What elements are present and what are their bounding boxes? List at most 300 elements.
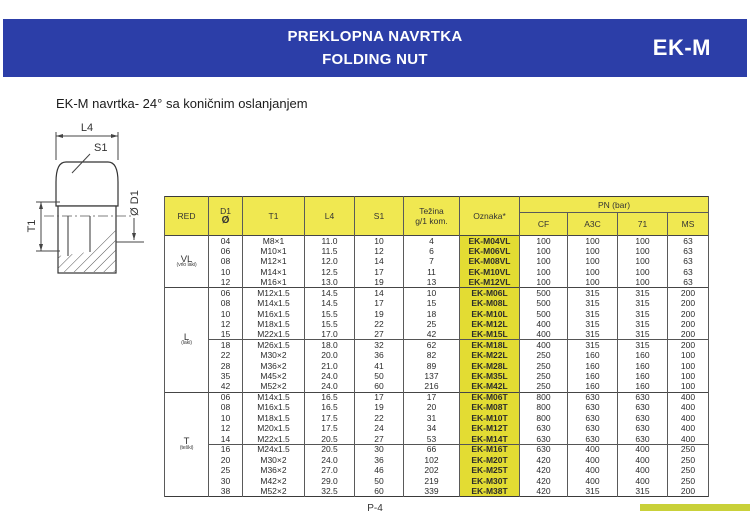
header-d1 — [209, 197, 243, 236]
header-a3c: A3C — [568, 213, 618, 236]
header-weight-line2: g/1 kom. — [415, 216, 448, 226]
header-red: RED — [165, 197, 209, 236]
d1-cell: 10 — [209, 413, 243, 423]
l4-cell: 27.0 — [305, 465, 355, 475]
t1-cell: M22x1.5 — [243, 329, 305, 339]
t1-cell: M36×2 — [243, 361, 305, 371]
pn-a3c-cell: 630 — [568, 403, 618, 413]
table-row — [165, 413, 709, 423]
pn-cf-cell: 420 — [520, 465, 568, 475]
d1-cell: 06 — [209, 246, 243, 256]
table-row — [165, 444, 709, 454]
weight-cell: 66 — [404, 444, 460, 454]
series-label-cell: L (laki) — [165, 288, 209, 392]
pn-a3c-cell: 160 — [568, 350, 618, 360]
header-pn-bar: PN (bar) — [520, 197, 709, 213]
pn-a3c-cell: 160 — [568, 382, 618, 392]
table-row — [165, 319, 709, 329]
table-row — [165, 277, 709, 287]
pn-a3c-cell: 315 — [568, 340, 618, 350]
pn-ms-cell: 250 — [668, 444, 709, 454]
table-row — [165, 298, 709, 308]
title-english: FOLDING NUT — [322, 51, 428, 68]
t1-cell: M52×2 — [243, 382, 305, 392]
pn-71-cell: 160 — [618, 350, 668, 360]
d1-cell: 35 — [209, 371, 243, 381]
s1-cell: 12 — [355, 246, 404, 256]
pn-71-cell: 400 — [618, 455, 668, 465]
weight-cell: 89 — [404, 361, 460, 371]
pn-ms-cell: 63 — [668, 277, 709, 287]
pn-71-cell: 160 — [618, 382, 668, 392]
weight-cell: 202 — [404, 465, 460, 475]
weight-cell: 17 — [404, 392, 460, 402]
code-cell: EK-M06VL — [460, 246, 520, 256]
table-row — [165, 382, 709, 392]
title-block — [3, 25, 747, 71]
pn-ms-cell: 63 — [668, 256, 709, 266]
header-weight-line1: Težina — [419, 206, 444, 216]
code-cell: EK-M20T — [460, 455, 520, 465]
l4-cell: 17.5 — [305, 423, 355, 433]
pn-a3c-cell: 160 — [568, 371, 618, 381]
pn-ms-cell: 250 — [668, 476, 709, 486]
weight-cell: 82 — [404, 350, 460, 360]
table-body — [165, 236, 709, 497]
weight-cell: 216 — [404, 382, 460, 392]
weight-cell: 102 — [404, 455, 460, 465]
t1-cell: M24x1.5 — [243, 444, 305, 454]
header-weight — [404, 197, 460, 236]
pn-cf-cell: 400 — [520, 329, 568, 339]
table-row — [165, 434, 709, 444]
pn-ms-cell: 63 — [668, 246, 709, 256]
pn-71-cell: 100 — [618, 236, 668, 246]
code-cell: EK-M08VL — [460, 256, 520, 266]
header-oznaka: Oznaka* — [460, 197, 520, 236]
weight-cell: 11 — [404, 267, 460, 277]
code-cell: EK-M22L — [460, 350, 520, 360]
table-row — [165, 486, 709, 496]
s1-cell: 60 — [355, 486, 404, 496]
weight-cell: 13 — [404, 277, 460, 287]
s1-cell: 32 — [355, 340, 404, 350]
s1-cell: 14 — [355, 288, 404, 298]
pn-a3c-cell: 400 — [568, 465, 618, 475]
weight-cell: 34 — [404, 423, 460, 433]
t1-cell: M12x1.5 — [243, 288, 305, 298]
table-row — [165, 423, 709, 433]
dim-label-l4: L4 — [80, 122, 94, 134]
s1-cell: 24 — [355, 423, 404, 433]
pn-a3c-cell: 315 — [568, 319, 618, 329]
s1-cell: 30 — [355, 444, 404, 454]
dim-label-s1: S1 — [94, 142, 108, 154]
s1-cell: 19 — [355, 277, 404, 287]
product-series-code: EK-M — [652, 35, 711, 60]
d1-cell: 28 — [209, 361, 243, 371]
pn-71-cell: 315 — [618, 298, 668, 308]
s1-cell: 60 — [355, 382, 404, 392]
pn-cf-cell: 630 — [520, 423, 568, 433]
t1-cell: M14x1.5 — [243, 298, 305, 308]
table-row — [165, 392, 709, 402]
next-page-edge — [640, 504, 750, 511]
weight-cell: 53 — [404, 434, 460, 444]
l4-cell: 15.5 — [305, 319, 355, 329]
s1-cell: 27 — [355, 434, 404, 444]
code-cell: EK-M08T — [460, 403, 520, 413]
pn-cf-cell: 400 — [520, 340, 568, 350]
l4-cell: 24.0 — [305, 455, 355, 465]
dimension-table — [164, 196, 709, 497]
table-header — [165, 197, 709, 236]
s1-cell: 27 — [355, 329, 404, 339]
pn-71-cell: 100 — [618, 246, 668, 256]
code-cell: EK-M04VL — [460, 236, 520, 246]
pn-71-cell: 160 — [618, 371, 668, 381]
t1-cell: M16×1 — [243, 277, 305, 287]
series-label-cell: VL (vrlo laki) — [165, 236, 209, 288]
t1-cell: M36×2 — [243, 465, 305, 475]
code-cell: EK-M08L — [460, 298, 520, 308]
pn-ms-cell: 400 — [668, 413, 709, 423]
d1-cell: 12 — [209, 277, 243, 287]
l4-cell: 14.5 — [305, 298, 355, 308]
pn-ms-cell: 200 — [668, 329, 709, 339]
pn-ms-cell: 100 — [668, 371, 709, 381]
table-row — [165, 236, 709, 246]
s1-cell: 50 — [355, 371, 404, 381]
d1-cell: 30 — [209, 476, 243, 486]
t1-cell: M45×2 — [243, 371, 305, 381]
code-cell: EK-M42L — [460, 382, 520, 392]
pn-71-cell: 315 — [618, 486, 668, 496]
pn-71-cell: 630 — [618, 423, 668, 433]
d1-cell: 12 — [209, 319, 243, 329]
weight-cell: 62 — [404, 340, 460, 350]
d1-cell: 15 — [209, 329, 243, 339]
weight-cell: 18 — [404, 309, 460, 319]
s1-cell: 50 — [355, 476, 404, 486]
weight-cell: 7 — [404, 256, 460, 266]
pn-cf-cell: 250 — [520, 371, 568, 381]
t1-cell: M30×2 — [243, 350, 305, 360]
s1-cell: 46 — [355, 465, 404, 475]
d1-cell: 16 — [209, 444, 243, 454]
d1-cell: 04 — [209, 236, 243, 246]
code-cell: EK-M18L — [460, 340, 520, 350]
l4-cell: 20.5 — [305, 444, 355, 454]
pn-cf-cell: 420 — [520, 476, 568, 486]
d1-cell: 14 — [209, 434, 243, 444]
d1-cell: 38 — [209, 486, 243, 496]
weight-cell: 137 — [404, 371, 460, 381]
code-cell: EK-M15L — [460, 329, 520, 339]
code-cell: EK-M10T — [460, 413, 520, 423]
pn-cf-cell: 250 — [520, 382, 568, 392]
pn-cf-cell: 800 — [520, 413, 568, 423]
weight-cell: 6 — [404, 246, 460, 256]
pn-ms-cell: 100 — [668, 382, 709, 392]
pn-cf-cell: 100 — [520, 246, 568, 256]
pn-a3c-cell: 100 — [568, 256, 618, 266]
pn-ms-cell: 200 — [668, 486, 709, 496]
pn-ms-cell: 400 — [668, 434, 709, 444]
pn-ms-cell: 400 — [668, 423, 709, 433]
t1-cell: M8×1 — [243, 236, 305, 246]
weight-cell: 219 — [404, 476, 460, 486]
weight-cell: 4 — [404, 236, 460, 246]
pn-a3c-cell: 315 — [568, 298, 618, 308]
pn-a3c-cell: 100 — [568, 236, 618, 246]
pn-a3c-cell: 400 — [568, 455, 618, 465]
code-cell: EK-M38T — [460, 486, 520, 496]
code-cell: EK-M12T — [460, 423, 520, 433]
pn-a3c-cell: 100 — [568, 277, 618, 287]
pn-a3c-cell: 315 — [568, 329, 618, 339]
pn-71-cell: 400 — [618, 476, 668, 486]
d1-cell: 10 — [209, 267, 243, 277]
d1-cell: 20 — [209, 455, 243, 465]
code-cell: EK-M06T — [460, 392, 520, 402]
t1-cell: M20x1.5 — [243, 423, 305, 433]
t1-cell: M30×2 — [243, 455, 305, 465]
pn-ms-cell: 63 — [668, 267, 709, 277]
code-cell: EK-M30T — [460, 476, 520, 486]
header-71: 71 — [618, 213, 668, 236]
pn-ms-cell: 200 — [668, 309, 709, 319]
pn-cf-cell: 500 — [520, 298, 568, 308]
pn-ms-cell: 200 — [668, 288, 709, 298]
pn-ms-cell: 250 — [668, 455, 709, 465]
table-row — [165, 476, 709, 486]
pn-cf-cell: 630 — [520, 444, 568, 454]
s1-cell: 22 — [355, 413, 404, 423]
s1-cell: 36 — [355, 455, 404, 465]
s1-cell: 17 — [355, 298, 404, 308]
table-row — [165, 350, 709, 360]
s1-cell: 14 — [355, 256, 404, 266]
pn-ms-cell: 200 — [668, 340, 709, 350]
pn-ms-cell: 100 — [668, 361, 709, 371]
l4-cell: 17.0 — [305, 329, 355, 339]
pn-ms-cell: 200 — [668, 298, 709, 308]
nut-technical-drawing — [10, 118, 162, 298]
pn-71-cell: 630 — [618, 392, 668, 402]
pn-a3c-cell: 400 — [568, 476, 618, 486]
pn-71-cell: 315 — [618, 309, 668, 319]
title-bar — [3, 19, 747, 77]
d1-cell: 18 — [209, 340, 243, 350]
code-cell: EK-M10VL — [460, 267, 520, 277]
pn-cf-cell: 630 — [520, 434, 568, 444]
code-cell: EK-M12VL — [460, 277, 520, 287]
d1-cell: 08 — [209, 298, 243, 308]
series-label-cell: T (teški) — [165, 392, 209, 496]
pn-a3c-cell: 630 — [568, 434, 618, 444]
pn-71-cell: 315 — [618, 319, 668, 329]
table-row — [165, 309, 709, 319]
pn-71-cell: 315 — [618, 288, 668, 298]
header-diameter-symbol: Ø — [221, 215, 230, 226]
pn-cf-cell: 800 — [520, 392, 568, 402]
l4-cell: 20.5 — [305, 434, 355, 444]
l4-cell: 24.0 — [305, 382, 355, 392]
header-s1: S1 — [355, 197, 404, 236]
header-d1-text: D1 — [220, 206, 231, 216]
s1-cell: 22 — [355, 319, 404, 329]
pn-71-cell: 160 — [618, 361, 668, 371]
l4-cell: 16.5 — [305, 392, 355, 402]
s1-cell: 36 — [355, 350, 404, 360]
pn-a3c-cell: 315 — [568, 288, 618, 298]
pn-a3c-cell: 315 — [568, 486, 618, 496]
l4-cell: 18.0 — [305, 340, 355, 350]
s1-cell: 10 — [355, 236, 404, 246]
d1-cell: 25 — [209, 465, 243, 475]
l4-cell: 17.5 — [305, 413, 355, 423]
t1-cell: M16x1.5 — [243, 403, 305, 413]
pn-ms-cell: 63 — [668, 236, 709, 246]
pn-cf-cell: 420 — [520, 455, 568, 465]
pn-a3c-cell: 400 — [568, 444, 618, 454]
pn-a3c-cell: 100 — [568, 246, 618, 256]
pn-71-cell: 630 — [618, 403, 668, 413]
code-cell: EK-M25T — [460, 465, 520, 475]
pn-a3c-cell: 630 — [568, 423, 618, 433]
weight-cell: 10 — [404, 288, 460, 298]
d1-cell: 08 — [209, 256, 243, 266]
table-row — [165, 288, 709, 298]
pn-71-cell: 630 — [618, 434, 668, 444]
t1-cell: M10×1 — [243, 246, 305, 256]
d1-cell: 06 — [209, 288, 243, 298]
d1-cell: 06 — [209, 392, 243, 402]
l4-cell: 12.0 — [305, 256, 355, 266]
l4-cell: 13.0 — [305, 277, 355, 287]
weight-cell: 25 — [404, 319, 460, 329]
pn-a3c-cell: 315 — [568, 309, 618, 319]
t1-cell: M14×1 — [243, 267, 305, 277]
pn-cf-cell: 250 — [520, 350, 568, 360]
table-row — [165, 256, 709, 266]
l4-cell: 16.5 — [305, 403, 355, 413]
header-ms: MS — [668, 213, 709, 236]
l4-cell: 11.5 — [305, 246, 355, 256]
dim-label-d1: Ø D1 — [129, 190, 141, 216]
pn-cf-cell: 800 — [520, 403, 568, 413]
code-cell: EK-M12L — [460, 319, 520, 329]
table-row — [165, 403, 709, 413]
pn-ms-cell: 250 — [668, 465, 709, 475]
weight-cell: 339 — [404, 486, 460, 496]
pn-cf-cell: 400 — [520, 319, 568, 329]
pn-cf-cell: 100 — [520, 236, 568, 246]
l4-cell: 11.0 — [305, 236, 355, 246]
t1-cell: M26x1.5 — [243, 340, 305, 350]
code-cell: EK-M06L — [460, 288, 520, 298]
header-l4: L4 — [305, 197, 355, 236]
pn-cf-cell: 250 — [520, 361, 568, 371]
l4-cell: 20.0 — [305, 350, 355, 360]
pn-cf-cell: 500 — [520, 288, 568, 298]
t1-cell: M52×2 — [243, 486, 305, 496]
code-cell: EK-M35L — [460, 371, 520, 381]
pn-cf-cell: 420 — [520, 486, 568, 496]
code-cell: EK-M10L — [460, 309, 520, 319]
t1-cell: M22x1.5 — [243, 434, 305, 444]
l4-cell: 14.5 — [305, 288, 355, 298]
t1-cell: M18x1.5 — [243, 413, 305, 423]
s1-cell: 17 — [355, 267, 404, 277]
d1-cell: 22 — [209, 350, 243, 360]
pn-cf-cell: 100 — [520, 277, 568, 287]
table-row — [165, 246, 709, 256]
page-subtitle: EK-M navrtka- 24° sa koničnim oslanjanjem — [56, 96, 308, 111]
pn-71-cell: 315 — [618, 329, 668, 339]
pn-a3c-cell: 100 — [568, 267, 618, 277]
table-row — [165, 267, 709, 277]
l4-cell: 32.5 — [305, 486, 355, 496]
pn-71-cell: 100 — [618, 267, 668, 277]
pn-cf-cell: 500 — [520, 309, 568, 319]
d1-cell: 10 — [209, 309, 243, 319]
code-cell: EK-M28L — [460, 361, 520, 371]
code-cell: EK-M14T — [460, 434, 520, 444]
table-row — [165, 465, 709, 475]
table-row — [165, 340, 709, 350]
code-cell: EK-M16T — [460, 444, 520, 454]
t1-cell: M14x1.5 — [243, 392, 305, 402]
header-t1: T1 — [243, 197, 305, 236]
pn-71-cell: 630 — [618, 413, 668, 423]
t1-cell: M42×2 — [243, 476, 305, 486]
pn-a3c-cell: 160 — [568, 361, 618, 371]
l4-cell: 21.0 — [305, 361, 355, 371]
s1-cell: 17 — [355, 392, 404, 402]
d1-cell: 12 — [209, 423, 243, 433]
l4-cell: 15.5 — [305, 309, 355, 319]
weight-cell: 20 — [404, 403, 460, 413]
weight-cell: 42 — [404, 329, 460, 339]
t1-cell: M18x1.5 — [243, 319, 305, 329]
pn-ms-cell: 200 — [668, 319, 709, 329]
pn-71-cell: 100 — [618, 277, 668, 287]
table-row — [165, 371, 709, 381]
t1-cell: M12×1 — [243, 256, 305, 266]
pn-cf-cell: 100 — [520, 267, 568, 277]
weight-cell: 15 — [404, 298, 460, 308]
t1-cell: M16x1.5 — [243, 309, 305, 319]
pn-cf-cell: 100 — [520, 256, 568, 266]
dim-label-t1: T1 — [26, 219, 38, 233]
page-number: P-4 — [367, 503, 383, 514]
pn-71-cell: 400 — [618, 444, 668, 454]
pn-ms-cell: 400 — [668, 403, 709, 413]
pn-71-cell: 315 — [618, 340, 668, 350]
d1-cell: 08 — [209, 403, 243, 413]
l4-cell: 12.5 — [305, 267, 355, 277]
pn-a3c-cell: 630 — [568, 392, 618, 402]
pn-ms-cell: 400 — [668, 392, 709, 402]
header-cf: CF — [520, 213, 568, 236]
pn-71-cell: 100 — [618, 256, 668, 266]
d1-cell: 42 — [209, 382, 243, 392]
pn-71-cell: 400 — [618, 465, 668, 475]
title-serbian: PREKLOPNA NAVRTKA — [287, 28, 463, 45]
pn-a3c-cell: 630 — [568, 413, 618, 423]
